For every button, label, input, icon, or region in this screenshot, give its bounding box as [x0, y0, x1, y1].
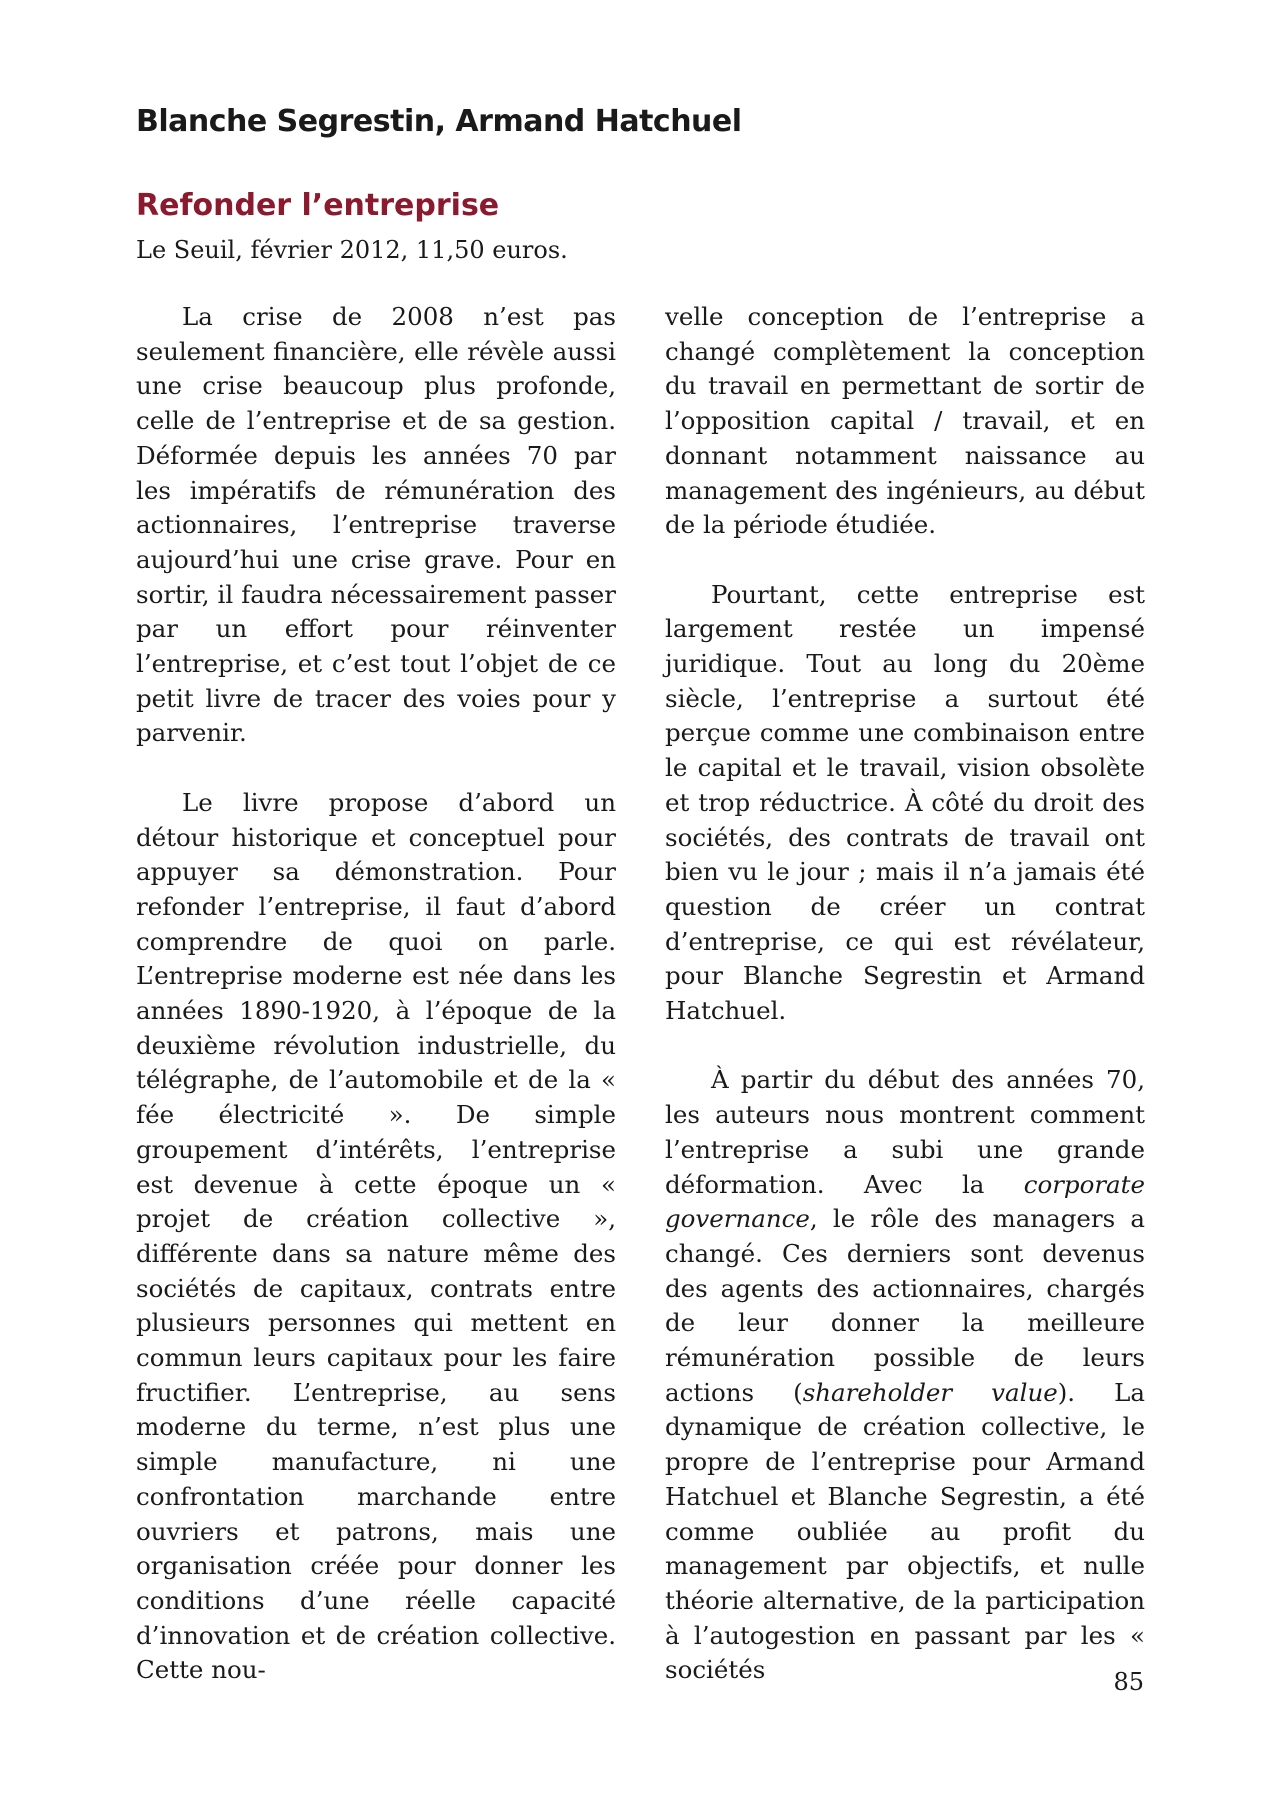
paragraph [665, 1063, 1145, 1688]
paragraph-text: À partir du début des années 70, les auteurs nous montrent comment l’entreprise a subi une grande déformation. Avec la [665, 1065, 1145, 1199]
paragraph-text: ). La dynamique de création collective, le propre de l’entreprise pour Armand Hatchuel et Blanche Segrestin, a été comme oubliée au profit du management par objectifs, et nulle théorie alternative, de la participation à l’autogestion en passant par les « sociétés [665, 1377, 1145, 1685]
publication-info: Le Seuil, février 2012, 11,50 euros. [136, 236, 568, 264]
book-title: Refonder l’entreprise [136, 188, 500, 223]
page-number: 85 [1113, 1668, 1144, 1696]
paragraph: Le livre propose d’abord un détour historique et conceptuel pour appuyer sa démonstration. Pour refonder l’entreprise, il faut d’abord comprendre de quoi on parle. L’entreprise moderne est née dans les années 1890-1920, à l’époque de la deuxième révolution industrielle, du télégraphe, de l’automobile et de la « fée électricité ». De simple groupement d’intérêts, l’entreprise est devenue à cette époque un « projet de création collective », différente dans sa nature même des sociétés de capitaux, contrats entre plusieurs personnes qui mettent en commun leurs capitaux pour les faire fructifier. L’entreprise, au sens moderne du terme, n’est plus une simple manufacture, ni une confrontation marchande entre ouvriers et patrons, mais une organisation créée pour donner les conditions d’une réelle capacité d’innovation et de création collective. Cette nou- [136, 787, 616, 1685]
right-column [665, 300, 1145, 1688]
paragraph: La crise de 2008 n’est pas seulement financière, elle révèle aussi une crise beaucoup plus profonde, celle de l’entreprise et de sa gestion. Déformée depuis les années 70 par les impératifs de rémunération des actionnaires, l’entreprise traverse aujourd’hui une crise grave. Pour en sortir, il faudra nécessairement passer par un effort pour réinventer l’entreprise, et c’est tout l’objet de ce petit livre de tracer des voies pour y parvenir. [136, 302, 616, 748]
paragraph-continued: velle conception de l’entreprise a changé complètement la conception du travail en permettant de sortir de l’opposition capital / travail, et en donnant notamment naissance au management des ingénieurs, au début de la période étudiée. [665, 302, 1145, 540]
italic-term: corporate governance [665, 1169, 1145, 1234]
italic-term: shareholder value [802, 1377, 1058, 1407]
book-authors: Blanche Segrestin, Armand Hatchuel [136, 104, 742, 139]
paragraph-text: , le rôle des managers a changé. Ces derniers sont devenus des agents des actionnaires, chargés de leur donner la meilleure rémunération possible de leurs actions ( [665, 1204, 1145, 1407]
left-column [136, 300, 616, 1688]
paragraph: Pourtant, cette entreprise est largement restée un impensé juridique. Tout au long du 20ème siècle, l’entreprise a surtout été perçue comme une combinaison entre le capital et le travail, vision obsolète et trop réductrice. À côté du droit des sociétés, des contrats de travail ont bien vu le jour ; mais il n’a jamais été question de créer un contrat d’entreprise, ce qui est révélateur, pour Blanche Segrestin et Armand Hatchuel. [665, 579, 1145, 1026]
